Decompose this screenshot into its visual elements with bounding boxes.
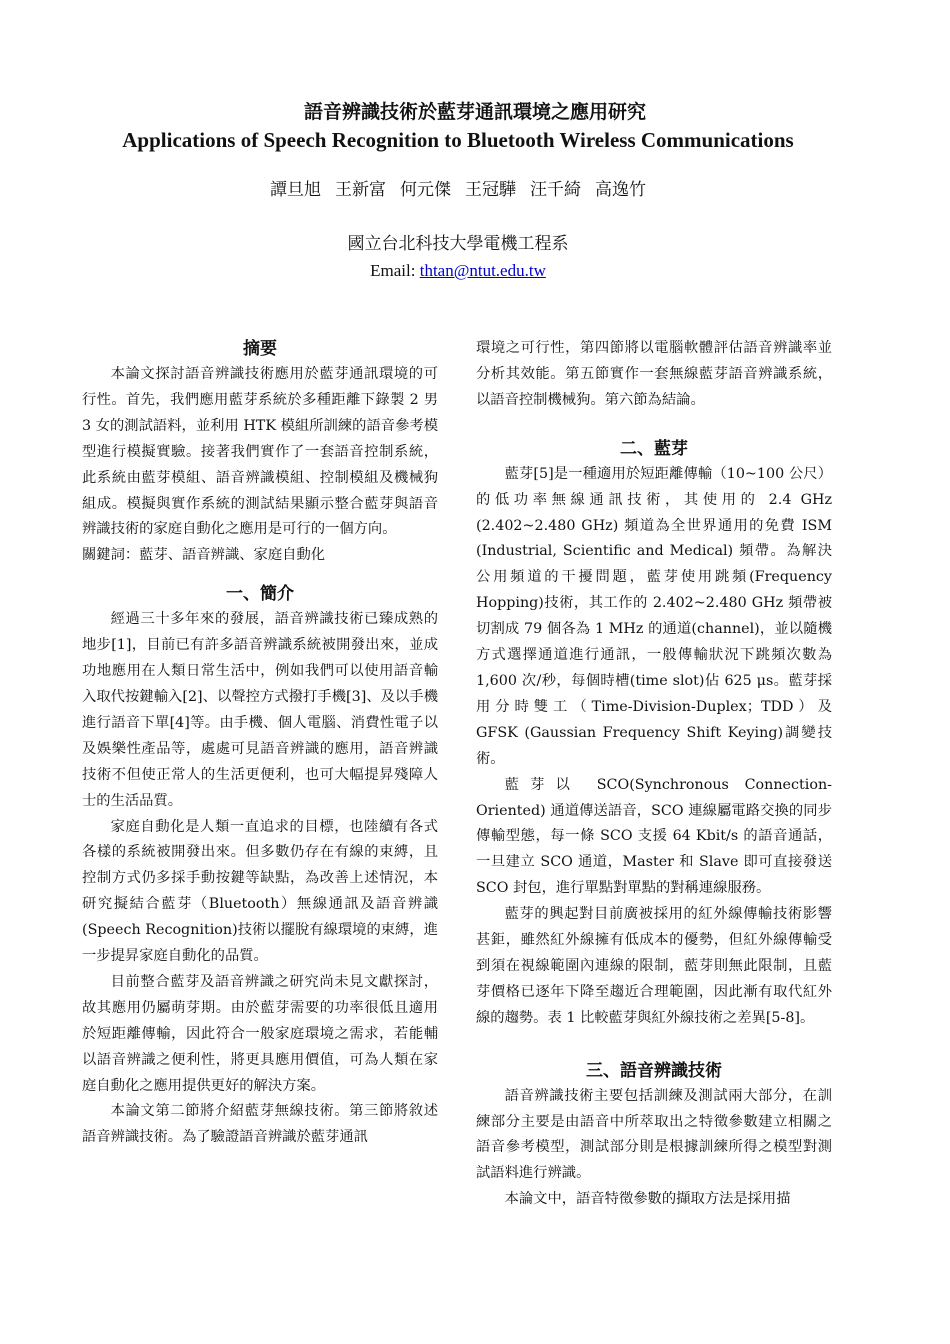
section-2-paragraph: 藍芽[5]是一種適用於短距離傳輸（10~100 公尺）的低功率無線通訊技術，其使用的 2.4 GHz (2.402~2.480 GHz) 頻道為全世界通用的免費 ISM (Industrial, Scientific and Medical) 頻帶。為解決公用頻道的干擾問題，藍芽使用跳頻(Frequency Hopping)技術，其工作的 2.402~2.480 GHz 頻帶被切割成 79 個各為 1 MHz 的通道(channel)，並以隨機方式選擇通道進行通訊，一般傳輸狀況下跳頻次數為 1,600 次/秒，每個時槽(time slot)佔 625 μs。藍芽採用分時雙工（Time-Division-Duplex；TDD）及 GFSK (Gaussian Frequency Shift Keying)調變技術。 bbox=[476, 465, 832, 767]
author: 譚旦旭 bbox=[270, 180, 321, 200]
title-english: Applications of Speech Recognition to Bluetooth Wireless Communications bbox=[122, 128, 794, 152]
author-list bbox=[0, 176, 916, 204]
section-3-paragraph: 語音辨識技術主要包括訓練及測試兩大部分，在訓練部分主要是由語音中所萃取出之特徵參數建立相關之語音參考模型，測試部分則是根據訓練所得之模型對測試語料進行辨識。 bbox=[476, 1087, 832, 1182]
section-1-paragraph: 目前整合藍芽及語音辨識之研究尚未見文獻探討，故其應用仍屬萌芽期。由於藍芽需要的功率很低且適用於短距離傳輸，因此符合一般家庭環境之需求，若能輔以語音辨識之便利性，將更具應用價值，可為人類在家庭自動化之應用提供更好的解決方案。 bbox=[82, 973, 438, 1094]
author: 王新富 bbox=[335, 180, 386, 200]
section-3-paragraph: 本論文中，語音特徵參數的擷取方法是採用描 bbox=[504, 1191, 791, 1208]
author: 汪千綺 bbox=[530, 180, 581, 200]
section-1-paragraph: 經過三十多年來的發展，語音辨識技術已臻成熟的地步[1]，目前已有許多語音辨識系統被開發出來，並成功地應用在人類日常生活中，例如我們可以使用語音輸入取代按鍵輸入[2]、以聲控方式撥打手機[3]、及以手機進行語音下單[4]等。由手機、個人電腦、消費性電子以及娛樂性產品等，處處可見語音辨識的應用，語音辨識技術不但使正常人的生活更便利，也可大幅提昇殘障人士的生活品質。 bbox=[82, 611, 438, 809]
section-2-heading: 二、藍芽 bbox=[620, 438, 688, 459]
author: 何元傑 bbox=[400, 180, 451, 200]
continued-paragraph: 環境之可行性，第四節將以電腦軟體評估語音辨識率並分析其效能。第五節實作一套無線藍芽語音辨識系統，以語音控制機械狗。第六節為結論。 bbox=[476, 340, 832, 408]
email-label: Email: bbox=[370, 261, 420, 280]
email-line bbox=[0, 257, 916, 285]
title-chinese: 語音辨識技術於藍芽通訊環境之應用研究 bbox=[303, 101, 646, 123]
section-1-heading: 一、簡介 bbox=[226, 584, 294, 605]
section-2-paragraph: 藍芽的興起對目前廣被採用的紅外線傳輸技術影響甚鉅，雖然紅外線擁有低成本的優勢，但紅外線傳輸受到須在視線範圍內連線的限制，藍芽則無此限制，且藍芽價格已逐年下降至趨近合理範圍，因此漸有取代紅外線的趨勢。表 1 比較藍芽與紅外線技術之差異[5-8]。 bbox=[476, 906, 832, 1026]
section-1-paragraph: 本論文第二節將介紹藍芽無線技術。第三節將敘述語音辨識技術。為了驗證語音辨識於藍芽通訊 bbox=[82, 1103, 438, 1146]
abstract-heading: 摘要 bbox=[243, 339, 277, 359]
email-link[interactable]: thtan@ntut.edu.tw bbox=[419, 261, 546, 280]
author: 高逸竹 bbox=[595, 180, 646, 200]
section-2-paragraph: 藍芽以 SCO(Synchronous Connection-Oriented) 通道傳送語音，SCO 連線屬電路交換的同步傳輸型態，每一條 SCO 支援 64 Kbit/s 的語音通話，一旦建立 SCO 通道，Master 和 Slave 即可直接發送 SCO 封包，進行單點對單點的對稱連線服務。 bbox=[476, 776, 832, 897]
left-column bbox=[82, 336, 438, 1151]
keywords: 關鍵詞：藍芽、語音辨識、家庭自動化 bbox=[82, 547, 326, 564]
section-3-heading: 三、語音辨識技術 bbox=[586, 1060, 722, 1081]
author: 王冠驊 bbox=[465, 180, 516, 200]
abstract-text: 本論文探討語音辨識技術應用於藍芽通訊環境的可行性。首先，我們應用藍芽系統於多種距離下錄製 2 男 3 女的測試語料，並利用 HTK 模組所訓練的語音參考模型進行模擬實驗。接著我們實作了一套語音控制系統，此系統由藍芽模組、語音辨識模組、控制模組及機械狗組成。模擬與實作系統的測試結果顯示整合藍芽與語音辨識技術的家庭自動化之應用是可行的一個方向。 bbox=[82, 366, 438, 538]
section-1-paragraph: 家庭自動化是人類一直追求的目標，也陸續有各式各樣的系統被開發出來。但多數仍存在有線的束縛，且控制方式仍多採手動按鍵等缺點，為改善上述情況，本研究擬結合藍芽（Bluetooth）無線通訊及語音辨識(Speech Recognition)技術以擺脫有線環境的束縛，進一步提昇家庭自動化的品質。 bbox=[82, 818, 438, 965]
right-column bbox=[476, 336, 832, 1213]
affiliation: 國立台北科技大學電機工程系 bbox=[347, 234, 569, 254]
